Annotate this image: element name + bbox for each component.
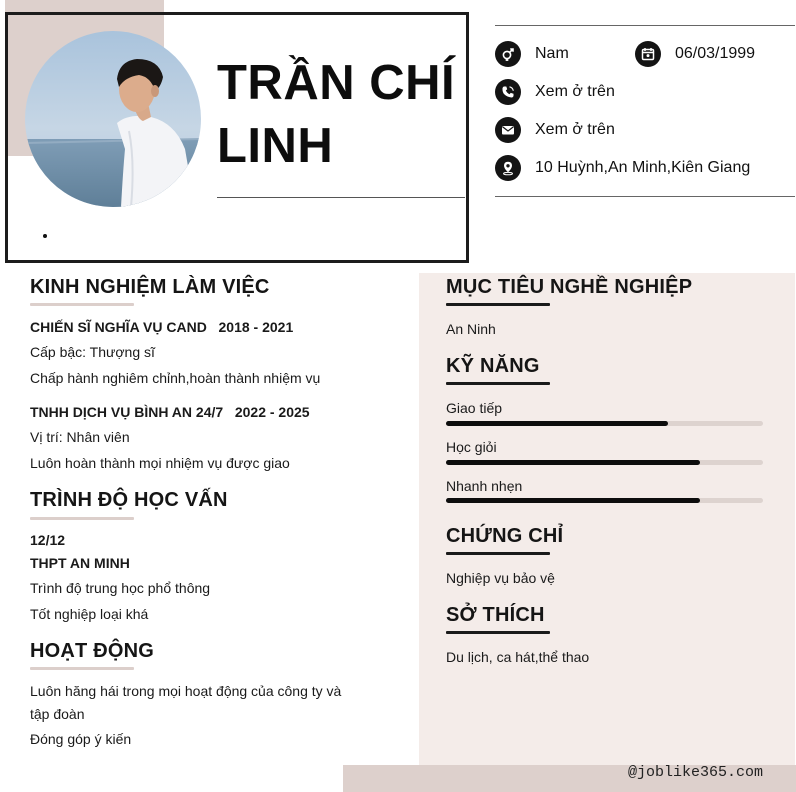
contact-phone	[495, 79, 615, 105]
birthday-text: 06/03/1999	[675, 45, 756, 62]
skill-label: Học giỏi	[446, 439, 497, 455]
calendar-icon	[635, 41, 661, 67]
divider-line	[217, 197, 465, 198]
hobbies-text: Du lịch, ca hát,thể thao	[446, 649, 590, 665]
education-school: THPT AN MINH	[30, 555, 130, 571]
gender-icon	[495, 41, 521, 67]
contact-gender	[495, 41, 569, 67]
experience-title: KINH NGHIỆM LÀM VIỆC	[30, 276, 270, 298]
contact-address	[495, 155, 750, 181]
job-detail: Luôn hoàn thành mọi nhiệm vụ được giao	[30, 455, 290, 471]
avatar	[25, 31, 201, 207]
skill-bar-fill	[446, 498, 700, 503]
job-detail: Cấp bậc: Thượng sĩ	[30, 344, 155, 360]
objective-title: MỤC TIÊU NGHỀ NGHIỆP	[446, 276, 693, 298]
bullet-dot	[43, 234, 47, 238]
skill-bar	[446, 460, 763, 465]
avatar-photo	[25, 31, 201, 207]
activity-line: Đóng góp ý kiến	[30, 731, 132, 747]
email-icon	[495, 117, 521, 143]
job-heading: TNHH DỊCH VỤ BÌNH AN 24/7 2022 - 2025	[30, 404, 310, 420]
phone-icon	[495, 79, 521, 105]
experience-underline	[30, 303, 134, 306]
contact-birthday	[635, 41, 755, 67]
address-text: 10 Huỳnh,An Minh,Kiên Giang	[535, 159, 751, 176]
skill-label: Nhanh nhẹn	[446, 478, 523, 494]
skill-bar-fill	[446, 421, 668, 426]
skill-bar	[446, 421, 763, 426]
contact-divider-bottom	[495, 196, 795, 197]
skills-title: KỸ NĂNG	[446, 355, 540, 377]
job-detail: Vị trí: Nhân viên	[30, 429, 130, 445]
contact-email	[495, 117, 615, 143]
candidate-name: TRẦN CHÍ LINH	[217, 56, 456, 173]
education-title: TRÌNH ĐỘ HỌC VẤN	[30, 489, 228, 511]
contact-divider-top	[495, 25, 795, 26]
objective-underline	[446, 303, 550, 306]
activities-underline	[30, 667, 134, 670]
skill-bar-fill	[446, 460, 700, 465]
skill-bar	[446, 498, 763, 503]
education-grade: 12/12	[30, 532, 66, 548]
hobbies-underline	[446, 631, 550, 634]
location-icon	[495, 155, 521, 181]
certificates-text: Nghiệp vụ bảo vệ	[446, 570, 555, 586]
education-underline	[30, 517, 134, 520]
right-panel	[419, 273, 795, 765]
activity-line: tập đoàn	[30, 706, 85, 722]
skills-underline	[446, 382, 550, 385]
education-detail: Tốt nghiệp loại khá	[30, 606, 149, 622]
activity-line: Luôn hăng hái trong mọi hoạt động của công ty và	[30, 683, 342, 699]
hobbies-title: SỞ THÍCH	[446, 604, 545, 626]
phone-text: Xem ở trên	[535, 83, 615, 100]
education-detail: Trình độ trung học phổ thông	[30, 580, 211, 596]
objective-text: An Ninh	[446, 321, 496, 337]
activities-title: HOẠT ĐỘNG	[30, 640, 155, 662]
watermark-text: @joblike365.com	[628, 764, 764, 781]
certificates-title: CHỨNG CHỈ	[446, 525, 564, 547]
gender-text: Nam	[535, 45, 569, 62]
email-text: Xem ở trên	[535, 121, 615, 138]
job-heading: CHIẾN SĨ NGHĨA VỤ CAND 2018 - 2021	[30, 319, 294, 335]
job-detail: Chấp hành nghiêm chỉnh,hoàn thành nhiệm vụ	[30, 370, 321, 386]
certificates-underline	[446, 552, 550, 555]
skill-label: Giao tiếp	[446, 400, 503, 416]
